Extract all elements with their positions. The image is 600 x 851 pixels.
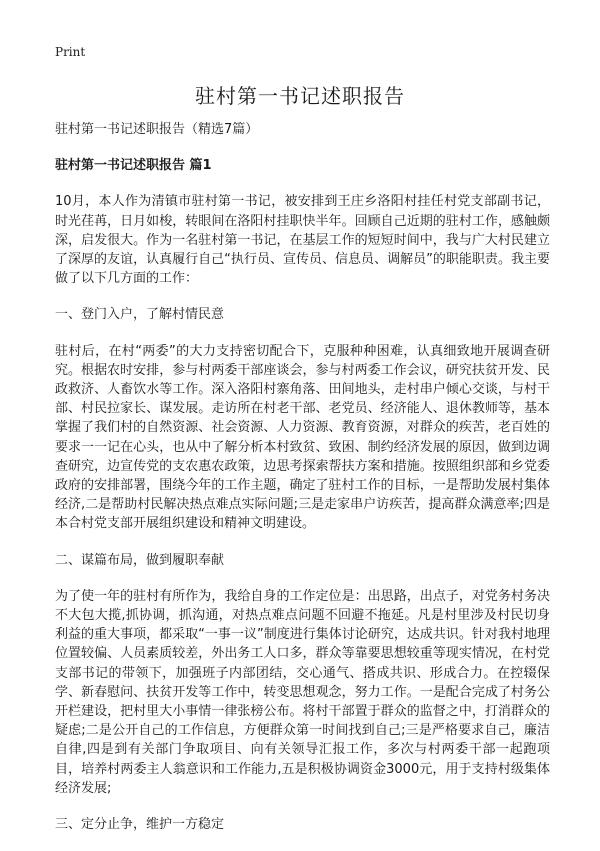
heading-one: 一、登门入户，了解村情民意 [55,307,225,323]
heading-three: 三、定分止争，维护一方稳定 [55,817,225,833]
document-body [55,120,550,851]
body-paragraph-two: 为了使一年的驻村有所作为，我给自身的工作定位是：出思路，出点子，对党务村务决不大包大揽,抓协调，抓沟通，对热点难点问题不回避不拖延。凡是村里涉及村民切身利益的重大事项，都采取“一事一议”制度进行集体讨论研究，达成共识。针对我村地理位置较偏、人员素质较差，外出务工人口多，群众等靠要思想较重等现实情况，在村党支部书记的带领下，加强班子内部团结，交心通气、搭成共识、形成合力。在控辍保学、新春慰问、扶贫开发等工作中，转变思想观念，努力工作。一是配合完成了村务公开栏建设，把村里大小事情一律张榜公布。将村干部置于群众的监督之中，打消群众的疑虑;二是公开自己的工作信息，方便群众第一时间找到自己;三是严格要求自己，廉洁自律,四是到有关部门争取项目、向有关领导汇报工作，多次与村两委干部一起跑项目，培养村两委主人翁意识和工作能力,五是积极协调资金3000元，用于支持村级集体经济发展; [55,588,550,796]
print-link[interactable]: Print [55,45,86,59]
heading-two: 二、谋篇布局，做到履职奉献 [55,552,225,568]
intro-paragraph: 10月，本人作为清镇市驻村第一书记，被安排到王庄乡洛阳村挂任村党支部副书记，时光荏苒，日月如梭，转眼间在洛阳村挂职快半年。回顾自己近期的驻村工作，感触颇深，启发很大。作为一名驻村第一书记，在基层工作的短短时间中，我与广大村民建立了深厚的友谊，认真履行自己“执行员、宣传员、信息员、调解员”的职能职责。我主要做了以下几方面的工作： [55,194,550,287]
document-title: 驻村第一书记述职报告 [195,84,405,108]
document-subtitle: 驻村第一书记述职报告（精选7篇） [55,122,259,137]
section-title: 驻村第一书记述职报告 篇1 [55,158,212,174]
body-paragraph-one: 驻村后，在村“两委”的大力支持密切配合下，克服种种困难，认真细致地开展调查研究。根据农时安排，参与村两委干部座谈会，参与村两委工作会议，研究扶贫开发、民政救济、人畜饮水等工作。深入洛阳村寨角落、田间地头，走村串户倾心交谈，与村干部、村民拉家长、谋发展。走访所在村老干部、老党员、经济能人、退休教师等，基本掌握了我们村的自然资源、社会资源、人力资源、教育资源，对群众的疾苦，老百姓的要求一一记在心头，也从中了解分析本村致贫、致困、制约经济发展的原因，做到边调查研究，边宣传党的支农惠农政策，边思考探索帮扶方案和措施。按照组织部和乡党委政府的安排部署，围绕今年的工作主题，确定了驻村工作的目标，一是帮助发展村集体经济,二是帮助村民解决热点难点实际问题;三是走家串户访疾苦，提高群众满意率;四是本合村党支部开展组织建设和精神文明建设。 [55,343,550,532]
